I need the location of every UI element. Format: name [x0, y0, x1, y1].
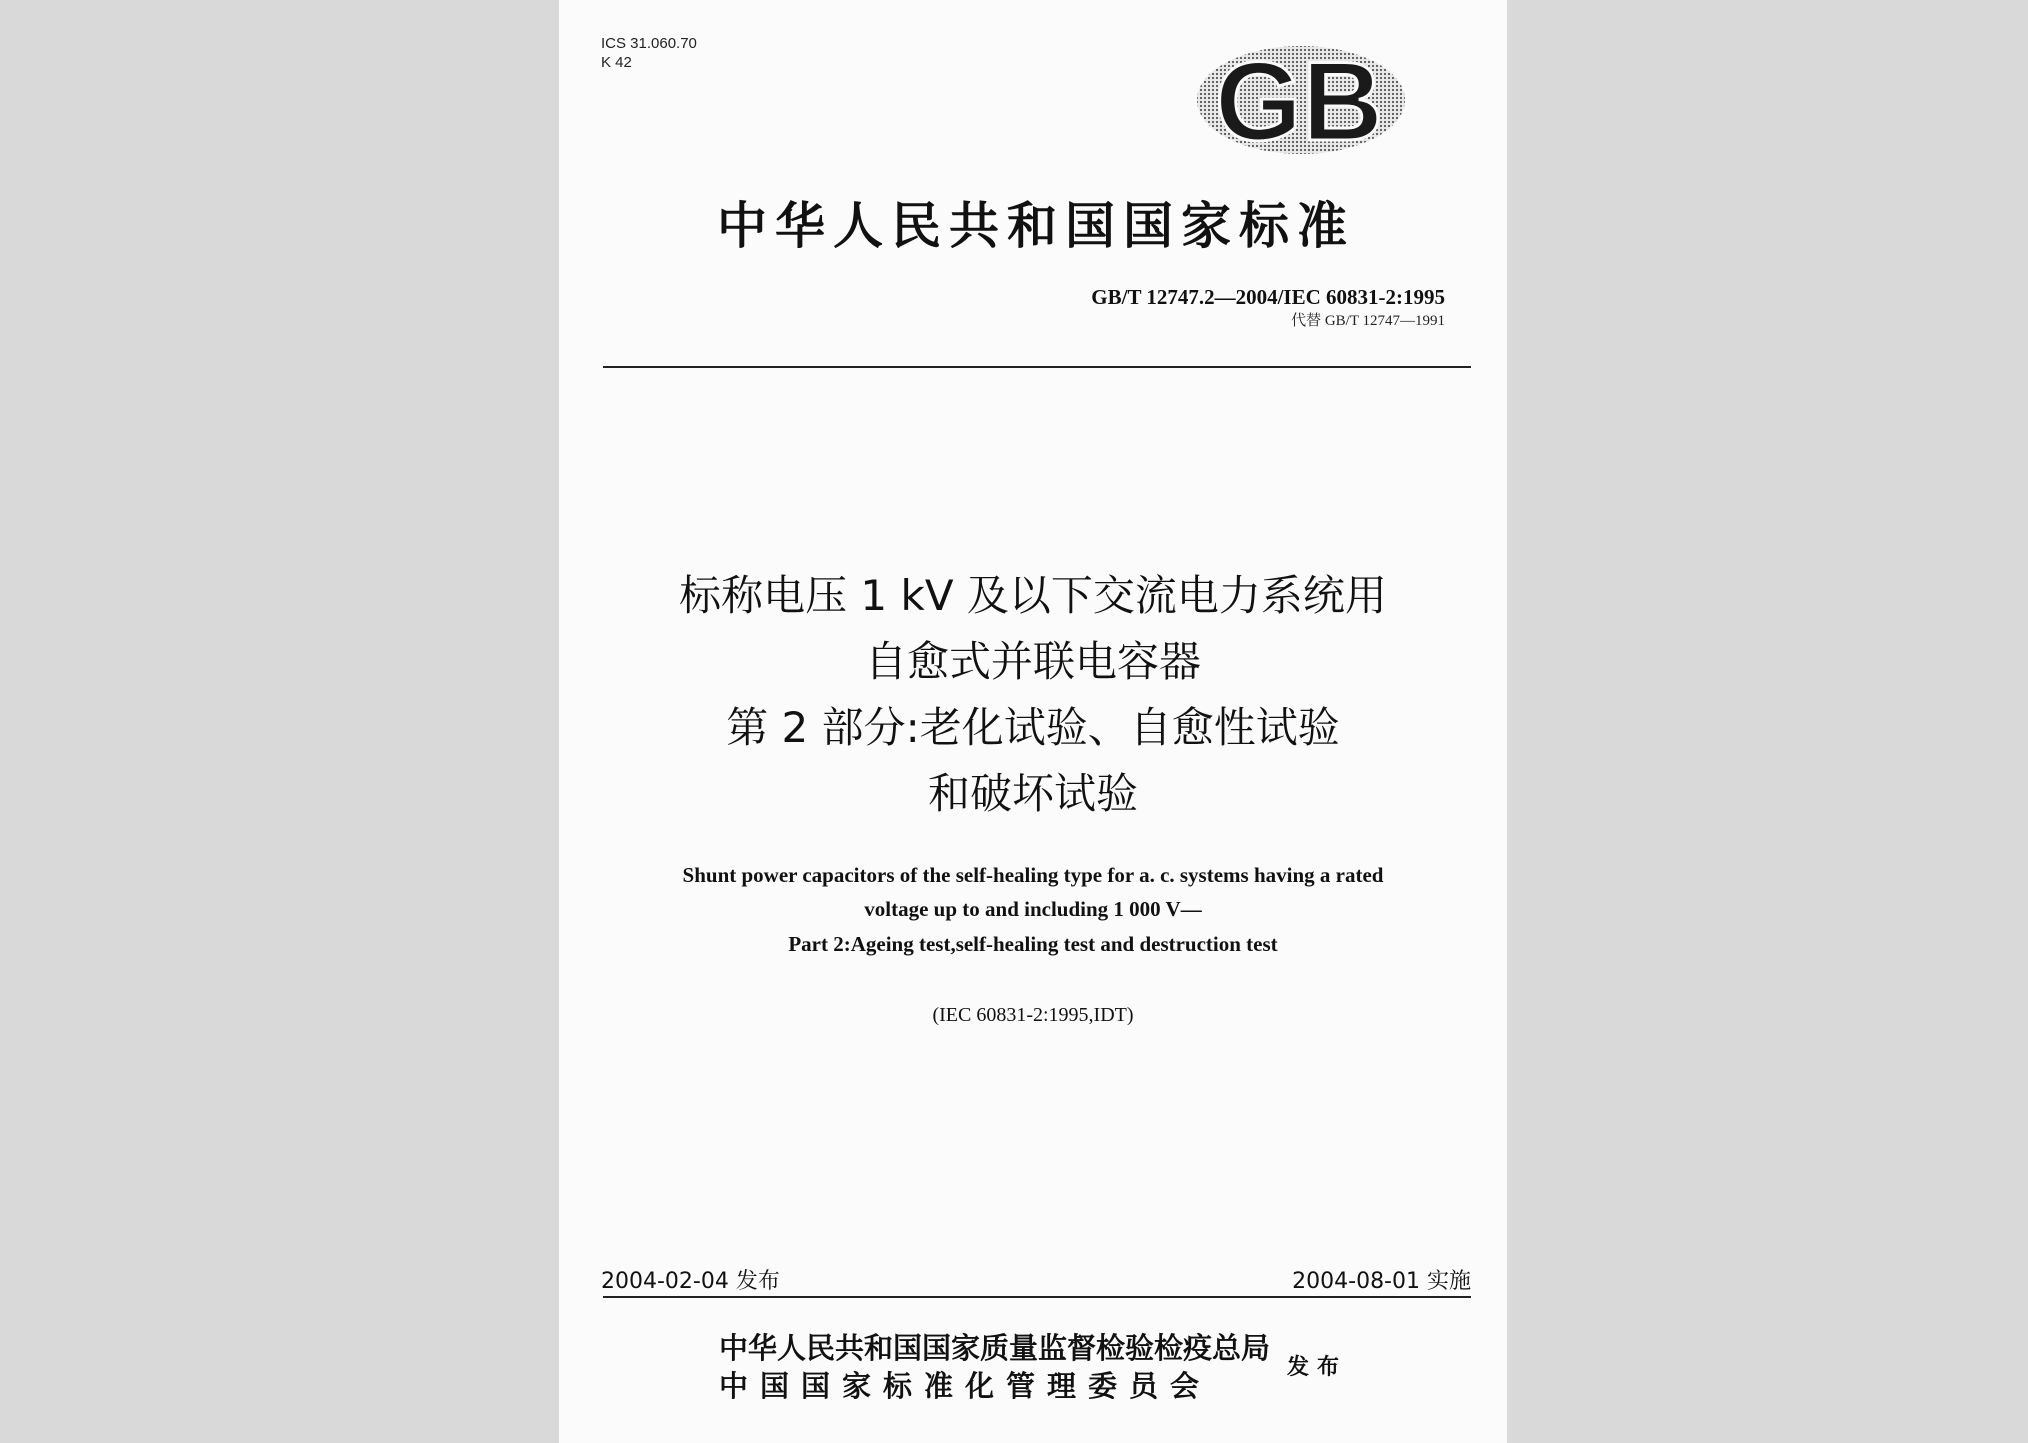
header-divider [603, 366, 1471, 368]
title-cn-line-3: 第 2 部分:老化试验、自愈性试验 [726, 703, 1340, 752]
title-en-line-3: Part 2:Ageing test,self-healing test and destruction test [788, 932, 1278, 956]
title-en-line-1: Shunt power capacitors of the self-healing type for a. c. systems having a rated [682, 863, 1384, 887]
title-cn-line-2: 自愈式并联电容器 [864, 637, 1201, 686]
ccs-code: K 42 [601, 54, 632, 71]
title-en-line-2: voltage up to and including 1 000 V— [864, 897, 1202, 921]
gb-logo [1195, 44, 1407, 156]
national-standard-heading: 中华人民共和国国家标准 [717, 196, 1355, 255]
footer-divider [603, 1296, 1471, 1298]
document-page [559, 0, 1507, 1443]
classification-codes [601, 34, 697, 72]
publish-label: 发布 [1287, 1354, 1348, 1380]
issuer-line-2: 中国国家标准化管理委员会 [719, 1369, 1212, 1403]
issue-date: 2004-02-04 发布 [601, 1269, 780, 1294]
issuer-line-1: 中华人民共和国国家质量监督检验检疫总局 [719, 1331, 1271, 1365]
international-equivalence: (IEC 60831-2:1995,IDT) [932, 1004, 1134, 1026]
logo-text: GB [1215, 44, 1383, 156]
standard-number: GB/T 12747.2—2004/IEC 60831-2:1995 [1091, 285, 1445, 309]
replaces-note: 代替 GB/T 12747—1991 [1291, 313, 1445, 329]
ics-code: ICS 31.060.70 [601, 35, 697, 52]
implementation-date: 2004-08-01 实施 [1292, 1269, 1471, 1294]
title-cn-line-4: 和破坏试验 [927, 769, 1138, 818]
title-cn-line-1: 标称电压 1 kV 及以下交流电力系统用 [679, 571, 1387, 620]
